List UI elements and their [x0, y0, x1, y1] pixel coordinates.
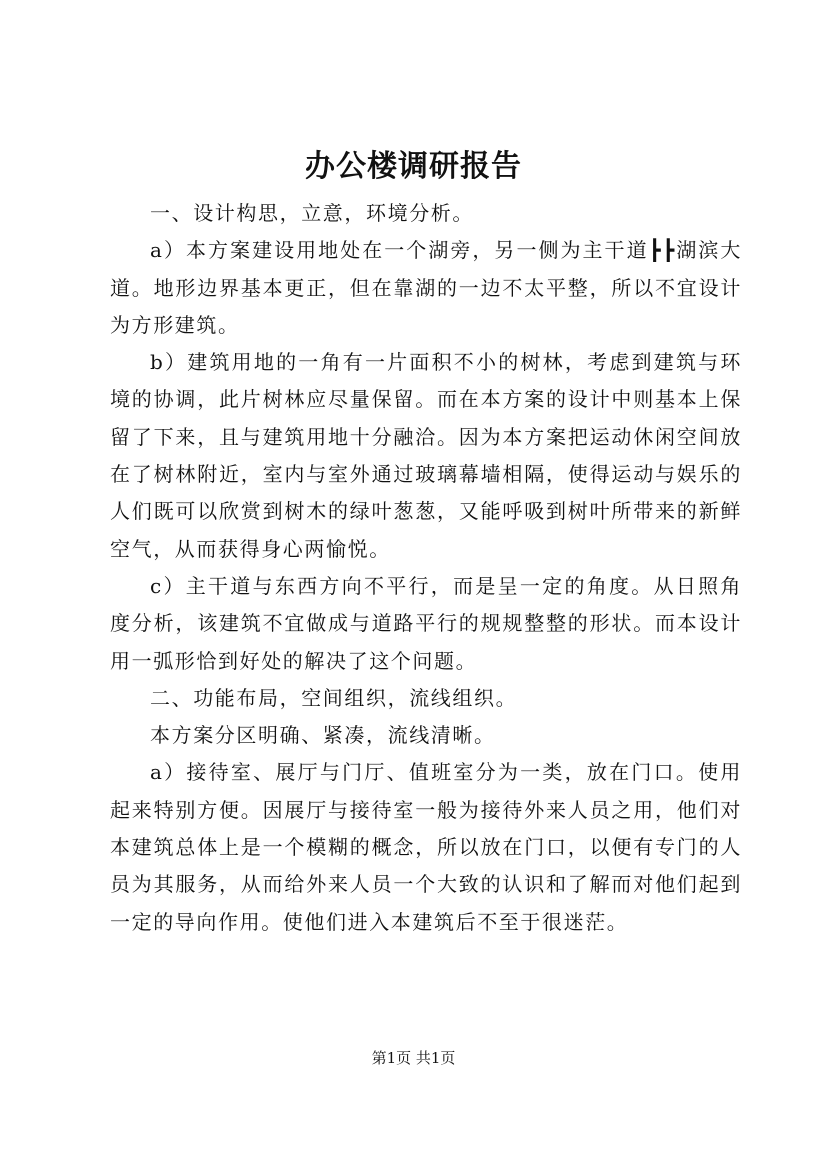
paragraph-1a: a）本方案建设用地处在一个湖旁，另一侧为主干道┣┣湖滨大道。地形边界基本更正，但在靠湖的一边不太平整，所以不宜设计为方形建筑。: [110, 238, 742, 337]
paragraph-1c: c）主干道与东西方向不平行，而是呈一定的角度。从日照角度分析，该建筑不宜做成与道路平行的规规整整的形状。而本设计用一弧形恰到好处的解决了这个问题。: [110, 573, 742, 673]
paragraph-section-2-intro: 本方案分区明确、紧凑，流线清晰。: [150, 723, 496, 748]
document-title: 办公楼调研报告: [305, 149, 522, 184]
paragraph-section-1-heading: 一、设计构思，立意，环境分析。: [150, 201, 474, 225]
page-number-footer: 第1页 共1页: [371, 1049, 456, 1067]
paragraph-2a: a）接待室、展厅与门厅、值班室分为一类，放在门口。使用起来特别方便。因展厅与接待室一般为接待外来人员之用，他们对本建筑总体上是一个模糊的概念，所以放在门口，以便有专门的人员为其服务，从而给外来人员一个大致的认识和了解而对他们起到一定的导向作用。使他们进入本建筑后不至于很迷茫。: [110, 760, 742, 934]
paragraph-1b: b）建筑用地的一角有一片面积不小的树林，考虑到建筑与环境的协调，此片树林应尽量保留。而在本方案的设计中则基本上保留了下来，且与建筑用地十分融洽。因为本方案把运动休闲空间放在了树林附近，室内与室外通过玻璃幕墙相隔，使得运动与娱乐的人们既可以欣赏到树木的绿叶葱葱，又能呼吸到树叶所带来的新鲜空气，从而获得身心两愉悦。: [110, 350, 742, 561]
paragraph-section-2-heading: 二、功能布局，空间组织，流线组织。: [150, 685, 518, 710]
document-body: [110, 195, 742, 941]
